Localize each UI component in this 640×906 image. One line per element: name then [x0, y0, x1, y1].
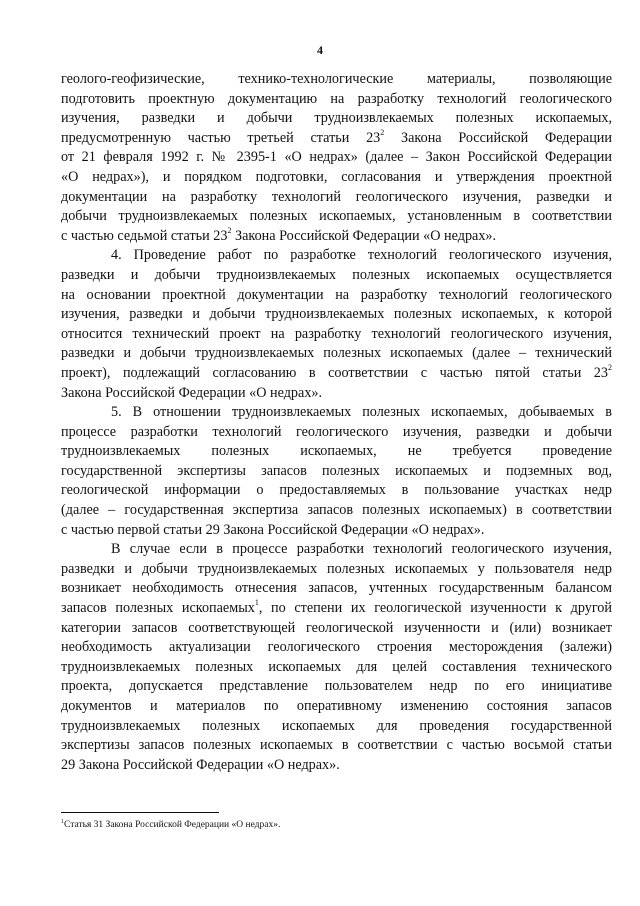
- line-text: подготовить проектную документацию на разработку технологий геологического: [61, 90, 612, 107]
- text-line: [61, 638, 612, 658]
- text-line: [61, 266, 612, 286]
- line-text: от 21 февраля 1992 г. № 2395-1 «О недрах» (далее – Закон Российской Федерации: [61, 149, 612, 166]
- line-text: геологической информации о предоставляемых в пользование участках недр: [61, 482, 612, 499]
- document-body: [61, 70, 612, 775]
- line-text: с частью седьмой статьи 23: [61, 227, 228, 244]
- text-line: [61, 344, 612, 364]
- text-line: [61, 717, 612, 737]
- line-text: геолого-геофизические, технико-технологические материалы, позволяющие: [61, 71, 612, 87]
- line-text: 5. В отношении трудноизвлекаемых полезных ископаемых, добываемых в: [111, 404, 612, 421]
- line-text: документации на разработку технологий геологического изучения, разведки и: [61, 188, 612, 205]
- line-text: (далее – государственная экспертиза запасов полезных ископаемых) в соответствии: [61, 502, 612, 519]
- line-text: трудноизвлекаемых полезных ископаемых для целей составления технического: [61, 658, 612, 675]
- text-line: [61, 325, 612, 345]
- line-text: разведки и добычи трудноизвлекаемых полезных ископаемых у пользователя недр: [61, 560, 612, 577]
- line-text: возникает необходимость отнесения запасов, учтенных государственным балансом: [61, 580, 612, 597]
- footnote-text: Статья 31 Закона Российской Федерации «О недрах».: [64, 820, 281, 830]
- text-line: [61, 658, 612, 678]
- text-line: [61, 677, 612, 697]
- text-line: [61, 364, 612, 384]
- line-text: проекта, допускается представление пользователем недр по его инициативе: [61, 678, 612, 695]
- text-line: [61, 109, 612, 129]
- text-line: [61, 540, 612, 560]
- text-line: [61, 481, 612, 501]
- line-text: необходимость актуализации геологического строения месторождения (залежи): [61, 639, 612, 656]
- line-text: «О недрах»), и порядком подготовки, согласования и утверждения проектной: [61, 168, 612, 185]
- text-line: [61, 227, 612, 247]
- line-text: процессе разработки технологий геологического изучения, разведки и добычи: [61, 423, 612, 440]
- text-line: [61, 305, 612, 325]
- line-text: изучения, разведки и добычи трудноизвлекаемых полезных ископаемых, к которой: [61, 306, 612, 323]
- line-text: 29 Закона Российской Федерации «О недрах».: [61, 756, 340, 773]
- text-line: [61, 560, 612, 580]
- line-text: В случае если в процессе разработки технологий геологического изучения,: [111, 541, 612, 558]
- line-text: документов и материалов по оперативному изменению состояния запасов: [61, 698, 612, 714]
- line-text: запасов полезных ископаемых: [61, 600, 255, 617]
- text-line: [61, 70, 612, 90]
- footnote-divider: [61, 812, 219, 813]
- line-text: на основании проектной документации на разработку технологий геологического: [61, 286, 612, 303]
- text-line: [61, 90, 612, 110]
- line-text: разведки и добычи трудноизвлекаемых полезных ископаемых осуществляется: [61, 266, 612, 283]
- text-line: [61, 501, 612, 521]
- text-line: [61, 188, 612, 208]
- superscript: 2: [380, 127, 385, 137]
- text-line: [61, 207, 612, 227]
- line-text: категории запасов соответствующей геологической изученности и (или) возникает: [61, 619, 612, 636]
- line-text-continued: Закона Российской Федерации «О недрах».: [231, 227, 497, 244]
- text-line: [61, 462, 612, 482]
- text-line: [61, 403, 612, 423]
- line-text: трудноизвлекаемых полезных ископаемых для проведения государственной: [61, 717, 612, 734]
- text-line: [61, 246, 612, 266]
- line-text-continued: Закона Российской Федерации: [384, 129, 612, 146]
- text-line: [61, 619, 612, 639]
- text-line: [61, 423, 612, 443]
- line-text: изучения, разведки и добычи трудноизвлекаемых полезных ископаемых,: [61, 110, 612, 127]
- line-text: предусмотренную частью третьей статьи 23: [61, 129, 381, 146]
- line-text: трудноизвлекаемых полезных ископаемых, не требуется проведение: [61, 443, 612, 460]
- superscript: 1: [254, 598, 259, 608]
- text-line: [61, 129, 612, 149]
- line-text: проект), подлежащий согласованию в соответствии с частью пятой статьи 23: [61, 364, 608, 381]
- superscript: 2: [227, 225, 232, 235]
- text-line: [61, 579, 612, 599]
- text-line: [61, 286, 612, 306]
- line-text: 4. Проведение работ по разработке технологий геологического изучения,: [111, 247, 612, 264]
- page-number: 4: [317, 43, 323, 57]
- text-line: [61, 384, 612, 404]
- footnote: [61, 820, 280, 830]
- text-line: [61, 148, 612, 168]
- line-text: добычи трудноизвлекаемых полезных ископаемых, установленным в соответствии: [61, 208, 612, 225]
- text-line: [61, 521, 612, 541]
- superscript: 2: [608, 362, 612, 372]
- line-text: Закона Российской Федерации «О недрах».: [61, 384, 323, 401]
- text-line: [61, 736, 612, 756]
- text-line: [61, 697, 612, 717]
- text-line: [61, 756, 612, 776]
- line-text: государственной экспертизы запасов полезных ископаемых и подземных вод,: [61, 462, 612, 479]
- footnote-mark: 1: [61, 819, 64, 825]
- line-text: экспертизы запасов полезных ископаемых в соответствии с частью восьмой статьи: [61, 737, 612, 754]
- text-line: [61, 599, 612, 619]
- text-line: [61, 442, 612, 462]
- line-text: с частью первой статьи 29 Закона Российской Федерации «О недрах».: [61, 521, 485, 538]
- text-line: [61, 168, 612, 188]
- line-text-continued: , по степени их геологической изученности к другой: [258, 600, 612, 617]
- line-text: разведки и добычи трудноизвлекаемых полезных ископаемых (далее – технический: [61, 345, 612, 362]
- line-text: относится технический проект на разработку технологий геологического изучения,: [61, 325, 612, 342]
